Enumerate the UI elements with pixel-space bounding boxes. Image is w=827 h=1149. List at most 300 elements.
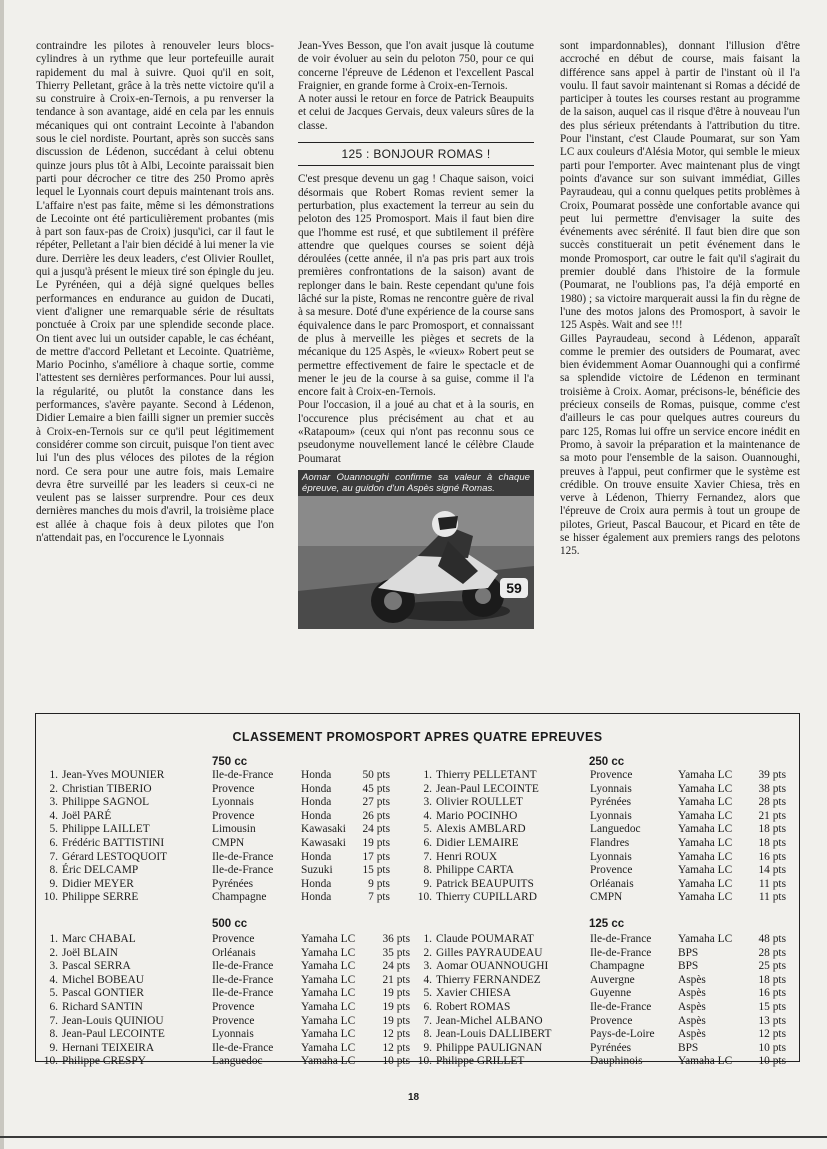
rider-last-name: PARÉ (83, 809, 112, 822)
rider-name-cell (436, 796, 523, 810)
region-cell: Provence (212, 933, 255, 945)
points-cell: 15 pts (362, 864, 390, 877)
rider-last-name: PAYRAUDEAU (466, 946, 543, 959)
rider-last-name: CARTA (476, 864, 514, 877)
make-cell: Honda (301, 796, 332, 809)
points-cell: 9 pts (368, 877, 390, 890)
motorcycle-photo (298, 496, 534, 629)
table-row (40, 960, 416, 974)
points-cell: 36 pts (382, 933, 410, 945)
rider-first-name: Michel (62, 973, 95, 986)
rider-first-name: Jean-Michel (436, 1014, 493, 1027)
points-cell: 18 pts (758, 973, 786, 986)
make-cell: Yamaha LC (678, 891, 733, 904)
rank-cell: 4. (49, 809, 58, 822)
make-cell: Yamaha LC (678, 933, 733, 945)
make-cell: Yamaha LC (301, 1014, 356, 1027)
table-row (414, 864, 794, 878)
rider-name-cell (62, 864, 138, 878)
rider-name-cell (436, 947, 542, 961)
rank-cell: 8. (423, 1028, 432, 1041)
region-cell: Ile-de-France (212, 769, 274, 781)
article-paragraph: Pour l'occasion, il a joué au chat et à la souris, en l'occurence plus précisément au chat et au «Ratapoum» (ceux qui n'ont pas reconnu sous ce pseudonyme nouvellement lancé le célèbre Claude Poumarat (298, 399, 534, 465)
make-cell: Yamaha LC (678, 769, 733, 781)
table-row (40, 851, 416, 865)
rider-name-cell (62, 796, 149, 810)
rider-last-name: POCINHO (466, 809, 518, 822)
table-row (40, 1015, 416, 1029)
region-cell: Pyrénées (212, 877, 254, 890)
make-cell: Aspès (678, 1014, 706, 1027)
region-cell: Languedoc (590, 823, 641, 836)
make-cell: Yamaha LC (301, 960, 356, 973)
rider-last-name: ROULLET (471, 796, 524, 809)
rider-name-cell (62, 823, 150, 837)
table-row (414, 796, 794, 810)
category-250-label: 250 cc (589, 756, 625, 768)
rider-last-name: TEIXEIRA (101, 1041, 155, 1054)
rider-name-cell (62, 947, 118, 961)
table-row (40, 837, 416, 851)
rider-first-name: Jean-Louis (436, 1028, 486, 1041)
rank-cell: 6. (49, 836, 58, 849)
table-row (40, 783, 416, 797)
rank-cell: 4. (423, 973, 432, 986)
points-cell: 28 pts (758, 946, 786, 959)
rider-first-name: Joël (62, 946, 81, 959)
region-cell: Ile-de-France (590, 1000, 652, 1013)
table-row (414, 851, 794, 865)
make-cell: Yamaha LC (301, 933, 356, 945)
region-cell: Ile-de-France (590, 946, 652, 959)
rider-last-name: ROMAS (469, 1000, 511, 1013)
category-500-label: 500 cc (212, 918, 248, 930)
table-500 (40, 933, 416, 1069)
make-cell: Kawasaki (301, 823, 346, 836)
rank-cell: 7. (423, 850, 432, 863)
make-cell: Yamaha LC (678, 850, 733, 863)
make-cell: Honda (301, 769, 332, 781)
points-cell: 18 pts (758, 823, 786, 836)
rank-cell: 3. (49, 796, 58, 809)
make-cell: Honda (301, 891, 332, 904)
rider-name-cell (62, 1042, 154, 1056)
rider-first-name: Joël (62, 809, 81, 822)
article-column-2 (298, 40, 534, 629)
rider-name-cell (436, 974, 541, 988)
region-cell: Ile-de-France (212, 987, 274, 1000)
points-cell: 24 pts (382, 960, 410, 973)
region-cell: Ile-de-France (212, 960, 274, 973)
region-cell: Auvergne (590, 973, 635, 986)
rank-cell: 4. (49, 973, 58, 986)
make-cell: BPS (678, 1041, 699, 1054)
region-cell: Pyrénées (590, 796, 632, 809)
table-row (414, 810, 794, 824)
rider-first-name: Alexis (436, 823, 466, 836)
rider-name-cell (436, 1028, 551, 1042)
region-cell: Ile-de-France (590, 933, 652, 945)
region-cell: Ile-de-France (212, 1041, 274, 1054)
rider-name-cell (436, 1055, 524, 1069)
rider-name-cell (62, 810, 111, 824)
rider-name-cell (436, 1015, 543, 1029)
table-row (414, 891, 794, 905)
rider-first-name: Olivier (436, 796, 469, 809)
rider-last-name: TIBERIO (106, 782, 152, 795)
make-cell: Yamaha LC (301, 1000, 356, 1013)
table-row (414, 960, 794, 974)
rank-cell: 8. (49, 864, 58, 877)
rank-cell: 9. (423, 877, 432, 890)
region-cell: Lyonnais (590, 809, 632, 822)
rank-cell: 1. (49, 769, 58, 781)
rider-last-name: BOBEAU (97, 973, 144, 986)
make-cell: Yamaha LC (678, 1055, 733, 1068)
region-cell: Lyonnais (590, 850, 632, 863)
rider-last-name: LAILLET (102, 823, 150, 836)
points-cell: 19 pts (382, 987, 410, 1000)
rider-first-name: Gérard (62, 850, 94, 863)
points-cell: 12 pts (382, 1028, 410, 1041)
rider-first-name: Robert (436, 1000, 468, 1013)
rank-cell: 9. (49, 1041, 58, 1054)
points-cell: 12 pts (758, 1028, 786, 1041)
make-cell: Aspès (678, 987, 706, 1000)
make-cell: Yamaha LC (301, 973, 356, 986)
region-cell: Lyonnais (590, 782, 632, 795)
table-125 (414, 933, 794, 1069)
table-row (414, 783, 794, 797)
region-cell: Lyonnais (212, 1028, 254, 1041)
rider-first-name: Hernani (62, 1041, 99, 1054)
make-cell: Honda (301, 782, 332, 795)
make-cell: Yamaha LC (678, 864, 733, 877)
make-cell: Suzuki (301, 864, 333, 877)
points-cell: 35 pts (382, 946, 410, 959)
rider-last-name: MEYER (93, 877, 134, 890)
rider-first-name: Marc (62, 933, 87, 945)
make-cell: Kawasaki (301, 836, 346, 849)
region-cell: Guyenne (590, 987, 632, 1000)
points-cell: 10 pts (758, 1055, 786, 1068)
rider-last-name: CUPILLARD (473, 891, 537, 904)
make-cell: Aspès (678, 973, 706, 986)
rider-name-cell (62, 837, 164, 851)
table-row (40, 878, 416, 892)
rider-name-cell (436, 891, 537, 905)
region-cell: CMPN (590, 891, 623, 904)
rider-first-name: Jean-Louis (62, 1014, 112, 1027)
rider-name-cell (62, 1015, 164, 1029)
rank-cell: 7. (49, 850, 58, 863)
category-750-label: 750 cc (212, 756, 248, 768)
rider-last-name: POUMARAT (471, 933, 534, 945)
table-row (414, 933, 794, 947)
rider-last-name: CHABAL (88, 933, 136, 945)
rider-name-cell (436, 1001, 510, 1015)
article-paragraph: Gilles Payraudeau, second à Lédenon, apparaît comme le premier des outsiders de Poumarat, avec bien évidemment Aomar Ouannoughi qui a confirmé sa splendide victoire de Lédenon en terminant troisième à Croix. Aomar, précisons-le, bénéficie des précieux conseils de Romas, puisque, comme c'est d'ailleurs le cas pour quelques autres coureurs du parc 125, Romas lui offre un service encore inédit en Promo, à savoir la préparation et la maintenance de sa moto pour l'ensemble de la saison. Ouannoughi, preuves à l'appui, peut confirmer que le système est crédible. On trouve ensuite Xavier Chiesa, très en verve à Lédenon, Thierry Fernandez, alors que l'épreuve de Croix aura permis à tout un groupe de pilotes, Grieut, Pascal Baucour, et Picard en tête de se hisser également aux premiers rangs des pelotons 125. (560, 332, 800, 558)
rider-first-name: Henri (436, 850, 462, 863)
points-cell: 11 pts (758, 891, 786, 904)
rank-cell: 6. (423, 1000, 432, 1013)
points-cell: 48 pts (758, 933, 786, 945)
make-cell: Yamaha LC (301, 987, 356, 1000)
make-cell: Yamaha LC (301, 1055, 356, 1068)
region-cell: Ile-de-France (212, 850, 274, 863)
region-cell: CMPN (212, 836, 245, 849)
region-cell: Dauphinois (590, 1055, 643, 1068)
points-cell: 10 pts (758, 1041, 786, 1054)
rank-cell: 1. (49, 933, 58, 945)
points-cell: 45 pts (362, 782, 390, 795)
rider-name-cell (436, 864, 514, 878)
article-paragraph: C'est presque devenu un gag ! Chaque saison, voici désormais que Robert Romas revient semer la perturbation, plus exactement la terreur au sein du peloton des 125 Promosport. Mais il faut bien dire que l'homme est rusé, et que subtilement il préfère attendre que quelques courses se soient déjà déroulées (cette année, il n'a pas pris part aux trois premières confrontations de la saison) avant de replonger dans le bain. Reste cependant qu'une fois lâché sur la piste, Romas ne rencontre guère de rival à sa mesure. Doté d'une expérience de la course sans équivalence dans le parc Promosport, et connaissant de plus à merveille les pièges et secrets de la mécanique du 125 Aspès, le «vieux» Robert peut se permettre effectivement de faire le spectacle et de mener le jeu de la course à sa guise, comme il l'a encore fait à Croix-en-Ternois. (298, 173, 534, 399)
make-cell: Yamaha LC (678, 836, 733, 849)
table-750 (40, 769, 416, 905)
rider-last-name: MOUNIER (111, 769, 165, 781)
article-paragraph: sont impardonnables), donnant l'illusion d'être accroché en début de course, mais faisant la différence sans appel à partir de l'instant où il l'a voulu. Il faut savoir maintenant si Romas a décidé de participer à toutes les courses restant au programme de la saison, auquel cas il risque d'être à nouveau l'un des plus sérieux prétendants à l'attribution du titre. Pour l'instant, c'est Claude Poumarat, sur son Yam LC aux couleurs d'Alésia Motor, qui semble le mieux parti pour l'emporter. Avec maintenant plus de vingt points d'avance sur son suivant immédiat, Gilles Payraudeau, qui a connu quelques petits problèmes à Croix, Poumarat possède une confortable avance qui peut lui permettre d'envisager la suite des événements avec sérénité. Il faut bien dire que son succès constituerait un petit événement dans le monde Promosport, car outre le fait qu'il s'agirait du premier doublé dans l'histoire de la formule (Poumarat, ne l'oublions pas, l'a déjà emporté en 1980) ; sa victoire marquerait aussi la fin du règne de l'une des motos jalons des Promosport, à savoir le 125 Aspès. Wait and see !!! (560, 40, 800, 332)
rider-first-name: Jean-Paul (62, 1028, 107, 1041)
rider-first-name: Philippe (62, 796, 100, 809)
rider-name-cell (62, 974, 144, 988)
rider-last-name: BATTISTINI (102, 836, 165, 849)
rider-last-name: PELLETANT (473, 769, 537, 781)
table-row (40, 974, 416, 988)
rider-last-name: OUANNOUGHI (470, 960, 549, 973)
points-cell: 7 pts (368, 891, 390, 904)
points-cell: 16 pts (758, 850, 786, 863)
rank-cell: 8. (49, 1028, 58, 1041)
article-column-1 (36, 40, 274, 545)
rank-cell: 5. (49, 823, 58, 836)
rank-cell: 5. (423, 823, 432, 836)
rider-last-name: GONTIER (93, 987, 144, 1000)
rank-cell: 10. (417, 891, 432, 904)
table-row (40, 796, 416, 810)
region-cell: Flandres (590, 836, 630, 849)
rider-first-name: Philippe (62, 891, 100, 904)
table-row (414, 1042, 794, 1056)
table-row (414, 878, 794, 892)
rank-cell: 3. (49, 960, 58, 973)
points-cell: 14 pts (758, 864, 786, 877)
rider-last-name: DELCAMP (83, 864, 139, 877)
region-cell: Limousin (212, 823, 256, 836)
section-title: 125 : BONJOUR ROMAS ! (298, 145, 534, 166)
rider-last-name: LECOINTE (483, 782, 539, 795)
rank-cell: 10. (417, 1055, 432, 1068)
points-cell: 38 pts (758, 782, 786, 795)
rank-cell: 9. (49, 877, 58, 890)
region-cell: Provence (590, 769, 633, 781)
rider-name-cell (436, 810, 517, 824)
rank-cell: 2. (49, 946, 58, 959)
rider-name-cell (436, 987, 511, 1001)
rider-first-name: Philippe (62, 823, 100, 836)
region-cell: Provence (212, 1000, 255, 1013)
rank-cell: 5. (49, 987, 58, 1000)
table-row (40, 987, 416, 1001)
rank-cell: 6. (423, 836, 432, 849)
rider-first-name: Jean-Paul (436, 782, 481, 795)
rider-first-name: Frédéric (62, 836, 100, 849)
points-cell: 18 pts (758, 836, 786, 849)
rider-first-name: Philippe (436, 1041, 474, 1054)
rider-last-name: ROUX (464, 850, 498, 863)
table-row (40, 1001, 416, 1015)
rider-first-name: Xavier (436, 987, 467, 1000)
rider-name-cell (62, 878, 134, 892)
rider-name-cell (436, 960, 548, 974)
rider-last-name: BLAIN (83, 946, 119, 959)
points-cell: 19 pts (362, 836, 390, 849)
rank-cell: 3. (423, 796, 432, 809)
points-cell: 19 pts (382, 1014, 410, 1027)
table-row (414, 837, 794, 851)
make-cell: BPS (678, 946, 699, 959)
region-cell: Provence (590, 1014, 633, 1027)
points-cell: 13 pts (758, 1014, 786, 1027)
points-cell: 17 pts (362, 850, 390, 863)
photo-caption: Aomar Ouannoughi confirme sa valeur à chaque épreuve, au guidon d'un Aspès signé Romas. (298, 470, 534, 496)
region-cell: Pays-de-Loire (590, 1028, 655, 1041)
make-cell: BPS (678, 960, 699, 973)
rider-name-cell (436, 823, 526, 837)
rider-name-cell (436, 837, 519, 851)
points-cell: 24 pts (362, 823, 390, 836)
region-cell: Lyonnais (212, 796, 254, 809)
region-cell: Champagne (212, 891, 267, 904)
table-row (414, 1015, 794, 1029)
rider-last-name: SAGNOL (102, 796, 150, 809)
points-cell: 19 pts (382, 1000, 410, 1013)
table-row (40, 769, 416, 783)
rank-cell: 2. (49, 782, 58, 795)
points-cell: 25 pts (758, 960, 786, 973)
table-row (414, 823, 794, 837)
make-cell: Yamaha LC (678, 782, 733, 795)
rider-last-name: GRILLET (476, 1055, 525, 1068)
table-row (414, 987, 794, 1001)
points-cell: 50 pts (362, 769, 390, 781)
table-row (40, 864, 416, 878)
region-cell: Ile-de-France (212, 864, 274, 877)
article-column-3 (560, 40, 800, 559)
rider-first-name: Mario (436, 809, 464, 822)
make-cell: Yamaha LC (301, 946, 356, 959)
points-cell: 21 pts (758, 809, 786, 822)
rank-cell: 1. (423, 769, 432, 781)
rank-cell: 7. (423, 1014, 432, 1027)
rider-last-name: AMBLARD (468, 823, 526, 836)
rider-first-name: Thierry (436, 769, 471, 781)
points-cell: 39 pts (758, 769, 786, 781)
table-row (414, 1001, 794, 1015)
table-row (40, 947, 416, 961)
rank-cell: 9. (423, 1041, 432, 1054)
rider-name-cell (62, 1001, 143, 1015)
rider-last-name: SANTIN (100, 1000, 143, 1013)
rank-cell: 10. (43, 1055, 58, 1068)
rider-last-name: BEAUPUITS (471, 877, 534, 890)
bike-number: 59 (506, 579, 522, 596)
rider-last-name: LEMAIRE (467, 836, 519, 849)
rank-cell: 8. (423, 864, 432, 877)
rider-first-name: Éric (62, 864, 81, 877)
points-cell: 26 pts (362, 809, 390, 822)
rider-name-cell (436, 933, 534, 947)
rider-name-cell (62, 960, 131, 974)
region-cell: Pyrénées (590, 1041, 632, 1054)
region-cell: Ile-de-France (212, 973, 274, 986)
table-row (414, 974, 794, 988)
rider-name-cell (436, 1042, 542, 1056)
rider-name-cell (436, 769, 537, 783)
points-cell: 12 pts (382, 1041, 410, 1054)
rank-cell: 10. (43, 891, 58, 904)
rider-name-cell (436, 783, 539, 797)
make-cell: Aspès (678, 1028, 706, 1041)
results-title: CLASSEMENT PROMOSPORT APRES QUATRE EPREUVES (232, 730, 603, 744)
bottom-rule (0, 1136, 827, 1138)
table-row (40, 891, 416, 905)
article-paragraph: contraindre les pilotes à renouveler leurs blocs-cylindres à un rythme que leur portefeuille aurait rapidement du mal à suivre. Quoi qu'il en soit, Thierry Pelletant, grâce à la très nette victoire qu'il a su construire à Croix-en-Ternois, a pu renverser la tendance à son avantage, aidé en cela par les ennuis mécaniques qui ont contraint Lecointe à l'abandon sous le ciel nordiste. Pourtant, après son succès sans discussion de Lédenon, succédant à celui obtenu quinze jours plus tôt à Albi, Lecointe paraissait bien parti pour décrocher ce titre des 250 Promo après lequel le Lyonnais court depuis maintenant trois ans. L'affaire n'est pas faite, même si les démonstrations de Lecointe ont été particulièrement probantes (mis à part son faux-pas de Croix) jusqu'ici, car il faut le répéter, Pelletant a l'air bien décidé à lui mener la vie dure. Derrière les deux leaders, c'est Olivier Roullet, qui a jusqu'à présent le mieux tiré son épingle du jeu. Le Pyrénéen, qui a déjà signé quelques belles performances en endurance au guidon de Ducati, vient d'aligner une remarquable série de résultats ponctuée à Croix par une splendide seconde place. On tient avec lui un outsider capable, le cas échéant, de mettre d'accord Pelletant et Lecointe. Quatrième, Mario Pocinho, s'améliore à chaque sortie, comme l'attestent ses dernières performances. Pour lui aussi, la régularité, ou plutôt la constance dans les performances, s'avère payante. Second à Lédenon, Didier Lemaire a bien failli signer un premier succès à Croix-en-Ternois sur ce qu'il peut légitimement considérer comme son circuit, puisque l'on tient avec lui l'un des plus véloces des pilotes de la région nord. Ce sera pour une autre fois, mais Lemaire devra être surveillé par les leaders si ceux-ci ne veulent pas se laisser surprendre. Pour ces deux dernières manches du mois d'avril, la troisième place est allée à chaque fois à deux pilotes que l'on n'attendait pas, en l'occurence le Lyonnais (36, 40, 274, 544)
region-cell: Provence (212, 782, 255, 795)
table-row (40, 1055, 416, 1069)
rider-last-name: SERRE (102, 891, 139, 904)
rider-last-name: PAULIGNAN (476, 1041, 543, 1054)
rank-cell: 2. (423, 782, 432, 795)
rider-name-cell (62, 987, 144, 1001)
rider-name-cell (436, 878, 534, 892)
page-number: 18 (407, 1092, 420, 1103)
rider-name-cell (62, 1028, 165, 1042)
rider-name-cell (62, 933, 136, 947)
rider-last-name: QUINIOU (114, 1014, 164, 1027)
make-cell: Yamaha LC (678, 877, 733, 890)
table-row (414, 1028, 794, 1042)
rank-cell: 2. (423, 946, 432, 959)
make-cell: Honda (301, 877, 332, 890)
region-cell: Provence (212, 1014, 255, 1027)
points-cell: 15 pts (758, 1000, 786, 1013)
rider-first-name: Didier (62, 877, 92, 890)
rank-cell: 7. (49, 1014, 58, 1027)
rider-first-name: Claude (436, 933, 469, 945)
rider-first-name: Aomar (436, 960, 468, 973)
rider-last-name: FERNANDEZ (473, 973, 541, 986)
rider-first-name: Didier (436, 836, 466, 849)
rider-first-name: Christian (62, 782, 104, 795)
make-cell: Honda (301, 850, 332, 863)
rider-first-name: Gilles (436, 946, 464, 959)
table-row (40, 823, 416, 837)
region-cell: Provence (590, 864, 633, 877)
points-cell: 21 pts (382, 973, 410, 986)
rider-name-cell (62, 891, 138, 905)
table-row (40, 810, 416, 824)
points-cell: 27 pts (362, 796, 390, 809)
table-row (414, 1055, 794, 1069)
make-cell: Aspès (678, 1000, 706, 1013)
rider-first-name: Thierry (436, 891, 471, 904)
rider-last-name: LESTOQUOIT (96, 850, 168, 863)
rider-first-name: Pascal (62, 960, 92, 973)
points-cell: 11 pts (758, 877, 786, 890)
rider-name-cell (62, 1055, 146, 1069)
rider-name-cell (62, 783, 152, 797)
